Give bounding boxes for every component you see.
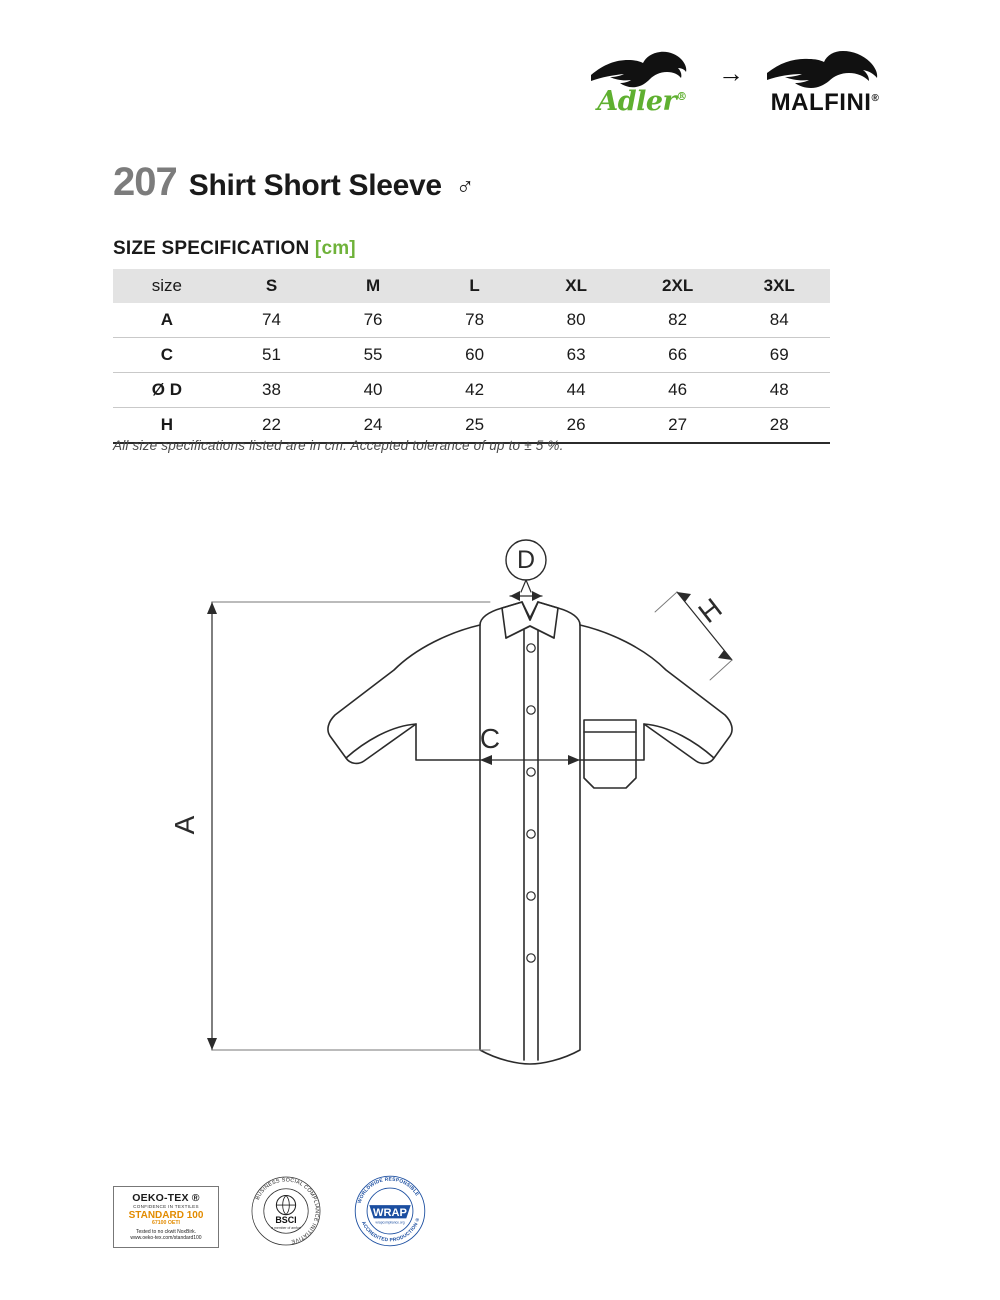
cell: 46 [668, 380, 688, 399]
adler-logo [582, 48, 702, 115]
size-specification-table [113, 269, 830, 444]
garment-technical-drawing [150, 520, 870, 1080]
button [527, 706, 535, 714]
cell: 74 [262, 310, 281, 329]
cell: 60 [465, 345, 485, 364]
row-label: A [160, 310, 174, 329]
table-row [113, 303, 830, 338]
label-c: C [479, 723, 501, 754]
cell: 42 [465, 380, 485, 399]
arrow-icon: → [718, 57, 744, 88]
svg-text:BSCI: BSCI [275, 1214, 297, 1225]
brand-logo-bar [582, 48, 890, 115]
column-header-size: size [151, 276, 182, 295]
cell: 69 [769, 345, 789, 364]
cell: 48 [769, 380, 789, 399]
unit-label: [cm] [314, 238, 356, 259]
button [527, 954, 535, 962]
svg-text:WORLDWIDE RESPONSIBLE: WORLDWIDE RESPONSIBLE [357, 1177, 420, 1205]
adler-wordmark: Adler® [597, 86, 687, 117]
table-row [113, 338, 830, 373]
column-header-2xl: 2XL [662, 276, 694, 295]
column-header-s: S [265, 276, 278, 295]
cell: 40 [363, 380, 383, 399]
cell: 25 [465, 415, 485, 434]
cell: 63 [566, 345, 586, 364]
svg-text:ACCREDITED PRODUCTION ®: ACCREDITED PRODUCTION ® [359, 1217, 422, 1244]
cell: 82 [668, 310, 688, 329]
button [527, 892, 535, 900]
cell: 22 [262, 415, 281, 434]
svg-text:a member of amfori: a member of amfori [271, 1225, 301, 1230]
label-d: D [516, 546, 536, 574]
table-header-row [113, 269, 830, 303]
product-code: 207 [113, 160, 177, 204]
certification-logos [113, 1174, 427, 1248]
cell: 80 [566, 310, 586, 329]
cell: 66 [668, 345, 688, 364]
malfini-logo [760, 48, 890, 115]
row-label: C [160, 345, 174, 364]
cell: 44 [566, 380, 586, 399]
cell: 78 [465, 310, 485, 329]
button [527, 768, 535, 776]
cell: 27 [668, 415, 688, 434]
cell: 51 [262, 345, 281, 364]
svg-text:wrapcompliance.org: wrapcompliance.org [375, 1220, 405, 1225]
tolerance-note: All size specifications listed are in cm. Accepted tolerance of up to ± 5 %. [113, 438, 564, 453]
column-header-3xl: 3XL [763, 276, 795, 295]
gender-symbol-icon: ♂ [455, 173, 475, 201]
svg-text:BUSINESS SOCIAL COMPLIANCE INI: BUSINESS SOCIAL COMPLIANCE INITIATIVE [254, 1177, 320, 1245]
row-label: H [160, 415, 174, 434]
button [527, 830, 535, 838]
cell: 24 [363, 415, 383, 434]
button [527, 644, 535, 652]
malfini-wordmark: MALFINI® [770, 89, 880, 116]
page-title [113, 160, 475, 205]
eagle-icon [765, 48, 885, 90]
oeko-tex-logo: OEKO-TEX ® CONFIDENCE IN TEXTILES STANDARD 100 67100 OETI Tested to no ckwit NoxBirk. www.oeko-tex.com/standard100 [113, 1186, 219, 1248]
cell: 28 [769, 415, 789, 434]
left-sleeve [328, 625, 480, 763]
wrap-logo [353, 1174, 427, 1248]
label-h: H [692, 592, 728, 629]
column-header-xl: XL [565, 276, 587, 295]
cell: 76 [363, 310, 383, 329]
shirt-body [480, 602, 580, 1064]
label-a: A [169, 815, 200, 835]
bsci-logo [249, 1174, 323, 1248]
column-header-m: M [365, 276, 381, 295]
column-header-l: L [469, 276, 480, 295]
row-label: Ø D [151, 380, 182, 399]
right-sleeve [580, 625, 732, 763]
cell: 84 [769, 310, 789, 329]
size-specification-heading: SIZE SPECIFICATION [cm] [113, 238, 356, 259]
cell: 38 [262, 380, 281, 399]
chest-pocket [584, 720, 636, 788]
cell: 26 [566, 415, 586, 434]
svg-text:WRAP: WRAP [373, 1207, 407, 1220]
table-row [113, 373, 830, 408]
cell: 55 [363, 345, 383, 364]
product-name: Shirt Short Sleeve [188, 169, 442, 202]
